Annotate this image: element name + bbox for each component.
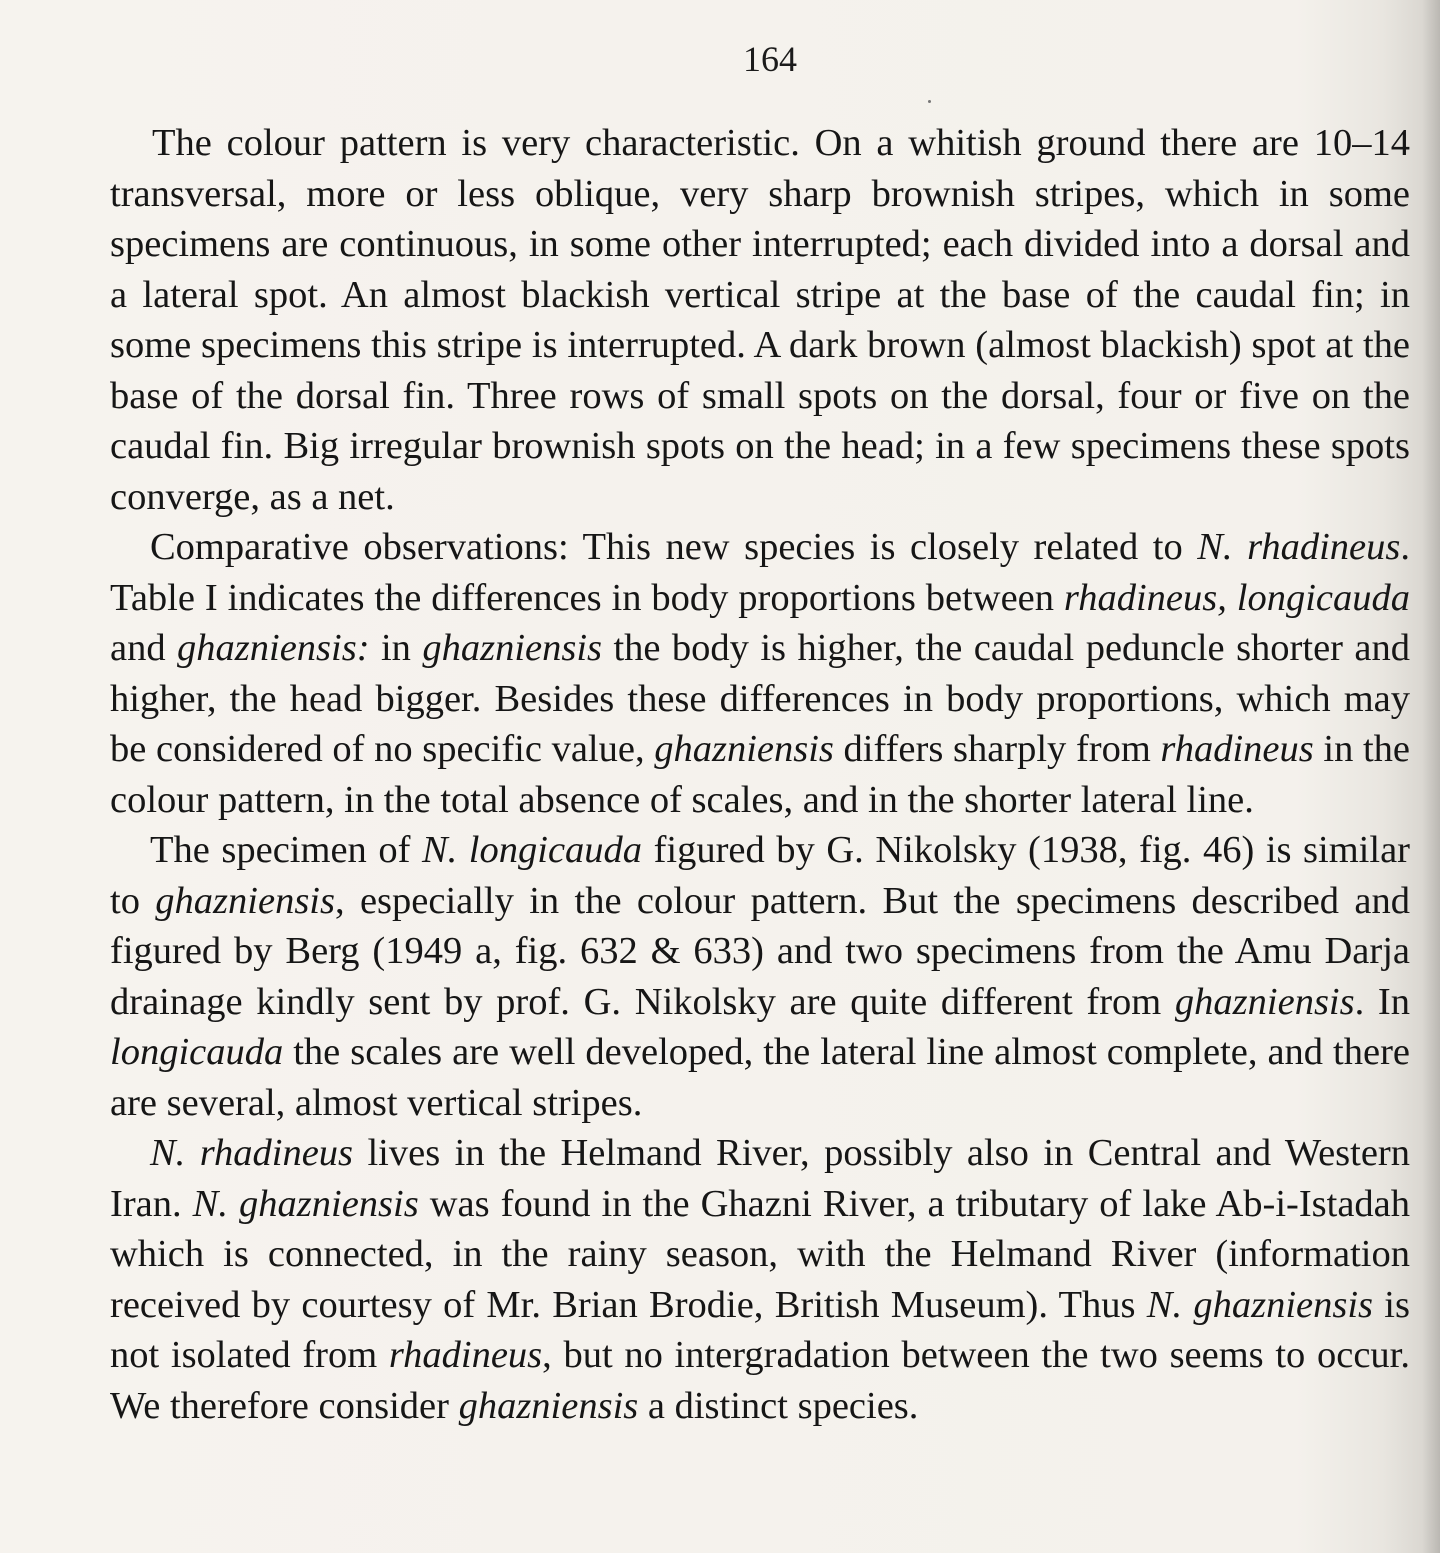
italic-text: N. longicauda — [421, 829, 643, 871]
text-run: the scales are well developed, the lateral line almost complete, and there are several, almost vertical stripes. — [110, 1031, 1410, 1124]
text-run: was found in the Ghazni River, a tributary of lake Ab-i-Istadah which is connected, in the rainy season, with the Helmand River (information received by courtesy of Mr. Brian Brodie, British Museum). Thus — [110, 1182, 1411, 1326]
print-speck — [928, 100, 931, 103]
italic-text: N. rhadineus — [150, 1132, 354, 1174]
text-run: lives in the Helmand River, possibly also in Central and Western Iran. — [110, 1132, 1410, 1225]
text-run: a distinct species. — [638, 1384, 919, 1427]
paragraph — [110, 825, 1410, 1128]
text-run: The colour pattern is very characteristic. On a whitish ground there are 10–14 transversal, more or less oblique, very sharp brownish stripes, which in some specimens are continuous, in some other interrupted; each divided into a dorsal and a lateral spot. An almost blackish vertical stripe at the base of the caudal fin; in some specimens this stripe is interrupted. A dark brown (almost blackish) spot at the base of the dorsal fin. Three rows of small spots on the dorsal, four or five on the caudal fin. Big irregular brownish spots on the head; in a few specimens these spots converge, as a net. — [110, 122, 1410, 518]
italic-text: N. ghazniensis — [192, 1182, 419, 1225]
italic-text: N. rhadineus — [1197, 526, 1401, 568]
text-run: , especially in the colour pattern. But the specimens described and figured by Berg (1949 a, fig. 632 & 633) and two specimens from the Amu Darja drainage kindly sent by prof. G. Nikolsky are quite different from — [110, 879, 1410, 1023]
italic-text: N. ghazniensis — [1146, 1283, 1374, 1326]
text-run: in the colour pattern, in the total absence of scales, and in the shorter lateral line. — [110, 728, 1410, 821]
text-run: is not isolated from — [110, 1283, 1410, 1376]
body-text — [110, 118, 1410, 1431]
text-run: in — [369, 627, 423, 669]
italic-text: rhadineus, — [1063, 576, 1227, 619]
text-run: figured by G. Nikolsky (1938, fig. 46) is similar to — [110, 829, 1410, 922]
paragraph — [110, 118, 1410, 522]
italic-text: ghazniensis — [654, 728, 834, 770]
italic-text: ghazniensis — [1174, 980, 1355, 1023]
text-run: the body is higher, the caudal peduncle shorter and higher, the head bigger. Besides these differences in body proportions, which may be considered of no specific value, — [110, 627, 1411, 770]
italic-text: ghazniensis — [458, 1384, 639, 1427]
paragraph — [110, 522, 1410, 825]
italic-text: rhadineus — [388, 1334, 543, 1376]
text-run — [1227, 577, 1237, 619]
paragraph — [110, 1128, 1410, 1431]
text-run: Comparative observations: This new species is closely related to — [150, 526, 1198, 568]
page-edge-shadow — [1422, 0, 1440, 1553]
italic-text: ghazniensis — [422, 627, 603, 669]
page-number: 164 — [743, 39, 797, 79]
text-run: . Table I indicates the differences in body proportions between — [110, 526, 1410, 619]
italic-text: longicauda — [1236, 576, 1411, 619]
text-run: differs sharply from — [833, 728, 1161, 770]
text-run: and — [110, 627, 178, 669]
text-run: The specimen of — [150, 829, 422, 871]
italic-text: ghazniensis: — [177, 627, 370, 669]
text-run: , but no intergradation between the two seems to occur. We therefore consider — [110, 1334, 1410, 1427]
italic-text: longicauda — [110, 1031, 284, 1073]
text-run: . In — [1354, 980, 1410, 1023]
italic-text: rhadineus — [1160, 728, 1314, 770]
italic-text: ghazniensis — [155, 879, 335, 922]
